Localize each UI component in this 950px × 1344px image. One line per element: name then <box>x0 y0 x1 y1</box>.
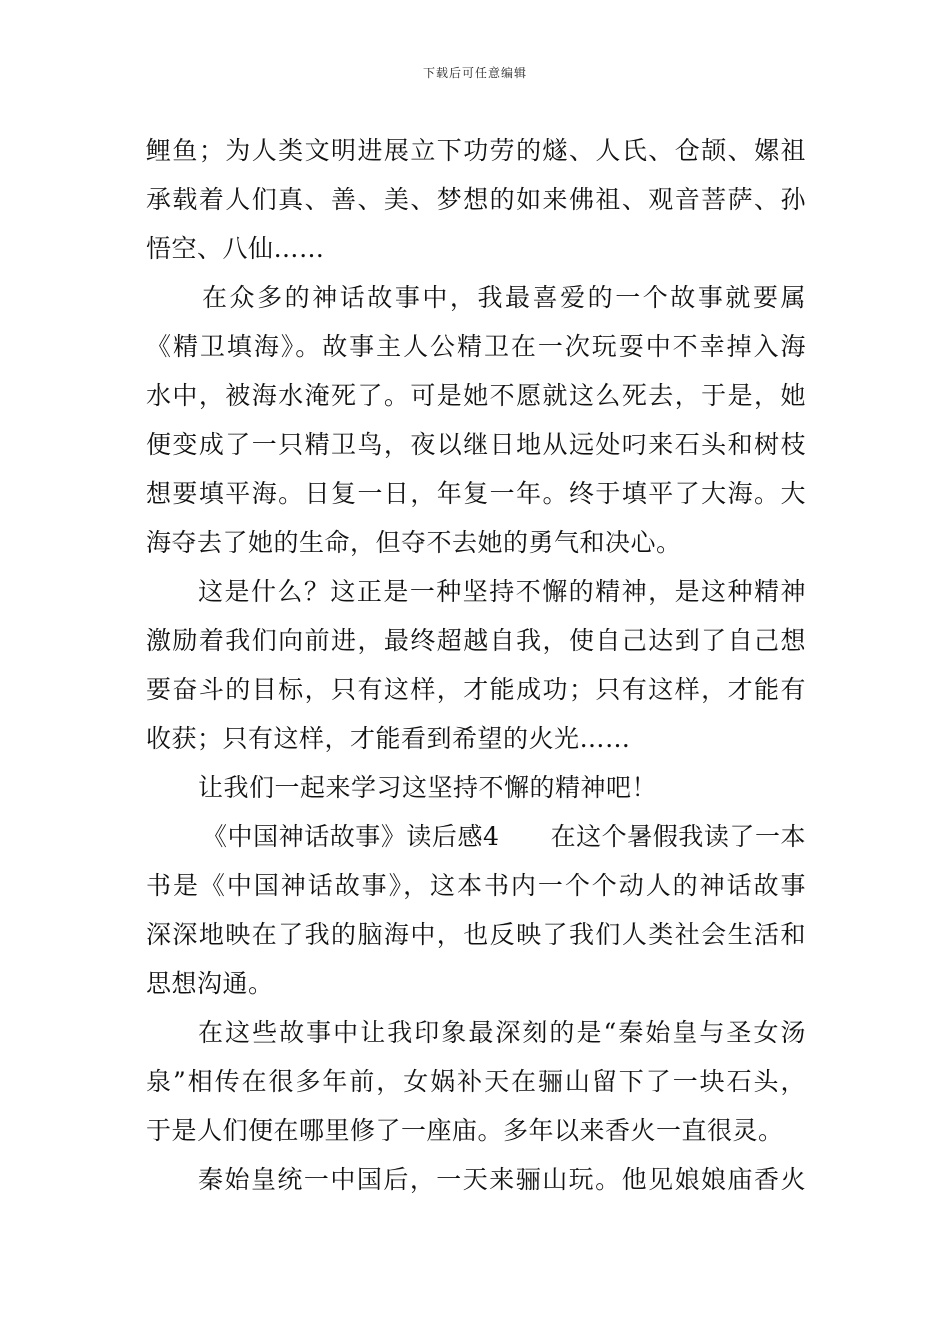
text-line: 要奋斗的目标，只有这样，才能成功；只有这样，才能有 <box>146 675 806 704</box>
text-line: 泉”相传在很多年前，女娲补天在骊山留下了一块石头， <box>146 1067 806 1096</box>
text-line: 秦始皇统一中国后，一天来骊山玩。他见娘娘庙香火 <box>198 1165 806 1194</box>
text-line: 悟空、八仙…… <box>146 234 325 263</box>
paragraph <box>146 763 806 812</box>
text-line: 海夺去了她的生命，但夺不去她的勇气和决心。 <box>146 528 682 557</box>
text-line: 鲤鱼；为人类文明进展立下功劳的燧、人氏、仓颉、嫘祖 <box>146 136 806 165</box>
text-line: 收获；只有这样，才能看到希望的火光…… <box>146 724 631 753</box>
text-line: 思想沟通。 <box>146 969 274 998</box>
text-line: 激励着我们向前进，最终超越自我，使自己达到了自己想 <box>146 626 806 655</box>
paragraph <box>146 126 806 273</box>
paragraph <box>146 273 806 567</box>
text-line: 在众多的神话故事中，我最喜爱的一个故事就要属 <box>202 283 806 312</box>
text-line: 让我们一起来学习这坚持不懈的精神吧！ <box>198 773 658 802</box>
paragraph <box>146 812 806 1008</box>
text-line: 在这些故事中让我印象最深刻的是“秦始皇与圣女汤 <box>198 1018 806 1047</box>
text-line: 水中，被海水淹死了。可是她不愿就这么死去，于是，她 <box>146 381 806 410</box>
text-line: 《中国神话故事》读后感4 在这个暑假我读了一本 <box>202 822 806 851</box>
text-line: 便变成了一只精卫鸟，夜以继日地从远处叼来石头和树枝 <box>146 430 806 459</box>
page-header: 下载后可任意编辑 <box>422 66 527 80</box>
text-line: 这是什么？这正是一种坚持不懈的精神，是这种精神 <box>198 577 806 606</box>
document-body <box>146 126 806 1204</box>
text-line: 想要填平海。日复一日，年复一年。终于填平了大海。大 <box>146 479 806 508</box>
paragraph <box>146 567 806 763</box>
paragraph <box>146 1008 806 1155</box>
paragraph <box>146 1155 806 1204</box>
text-line: 书是《中国神话故事》，这本书内一个个动人的神话故事 <box>146 871 806 900</box>
text-line: 承载着人们真、善、美、梦想的如来佛祖、观音菩萨、孙 <box>146 185 806 214</box>
text-line: 于是人们便在哪里修了一座庙。多年以来香火一直很灵。 <box>146 1116 784 1145</box>
text-line: 《精卫填海》。故事主人公精卫在一次玩耍中不幸掉入海 <box>146 332 806 361</box>
text-line: 深深地映在了我的脑海中，也反映了我们人类社会生活和 <box>146 920 806 949</box>
